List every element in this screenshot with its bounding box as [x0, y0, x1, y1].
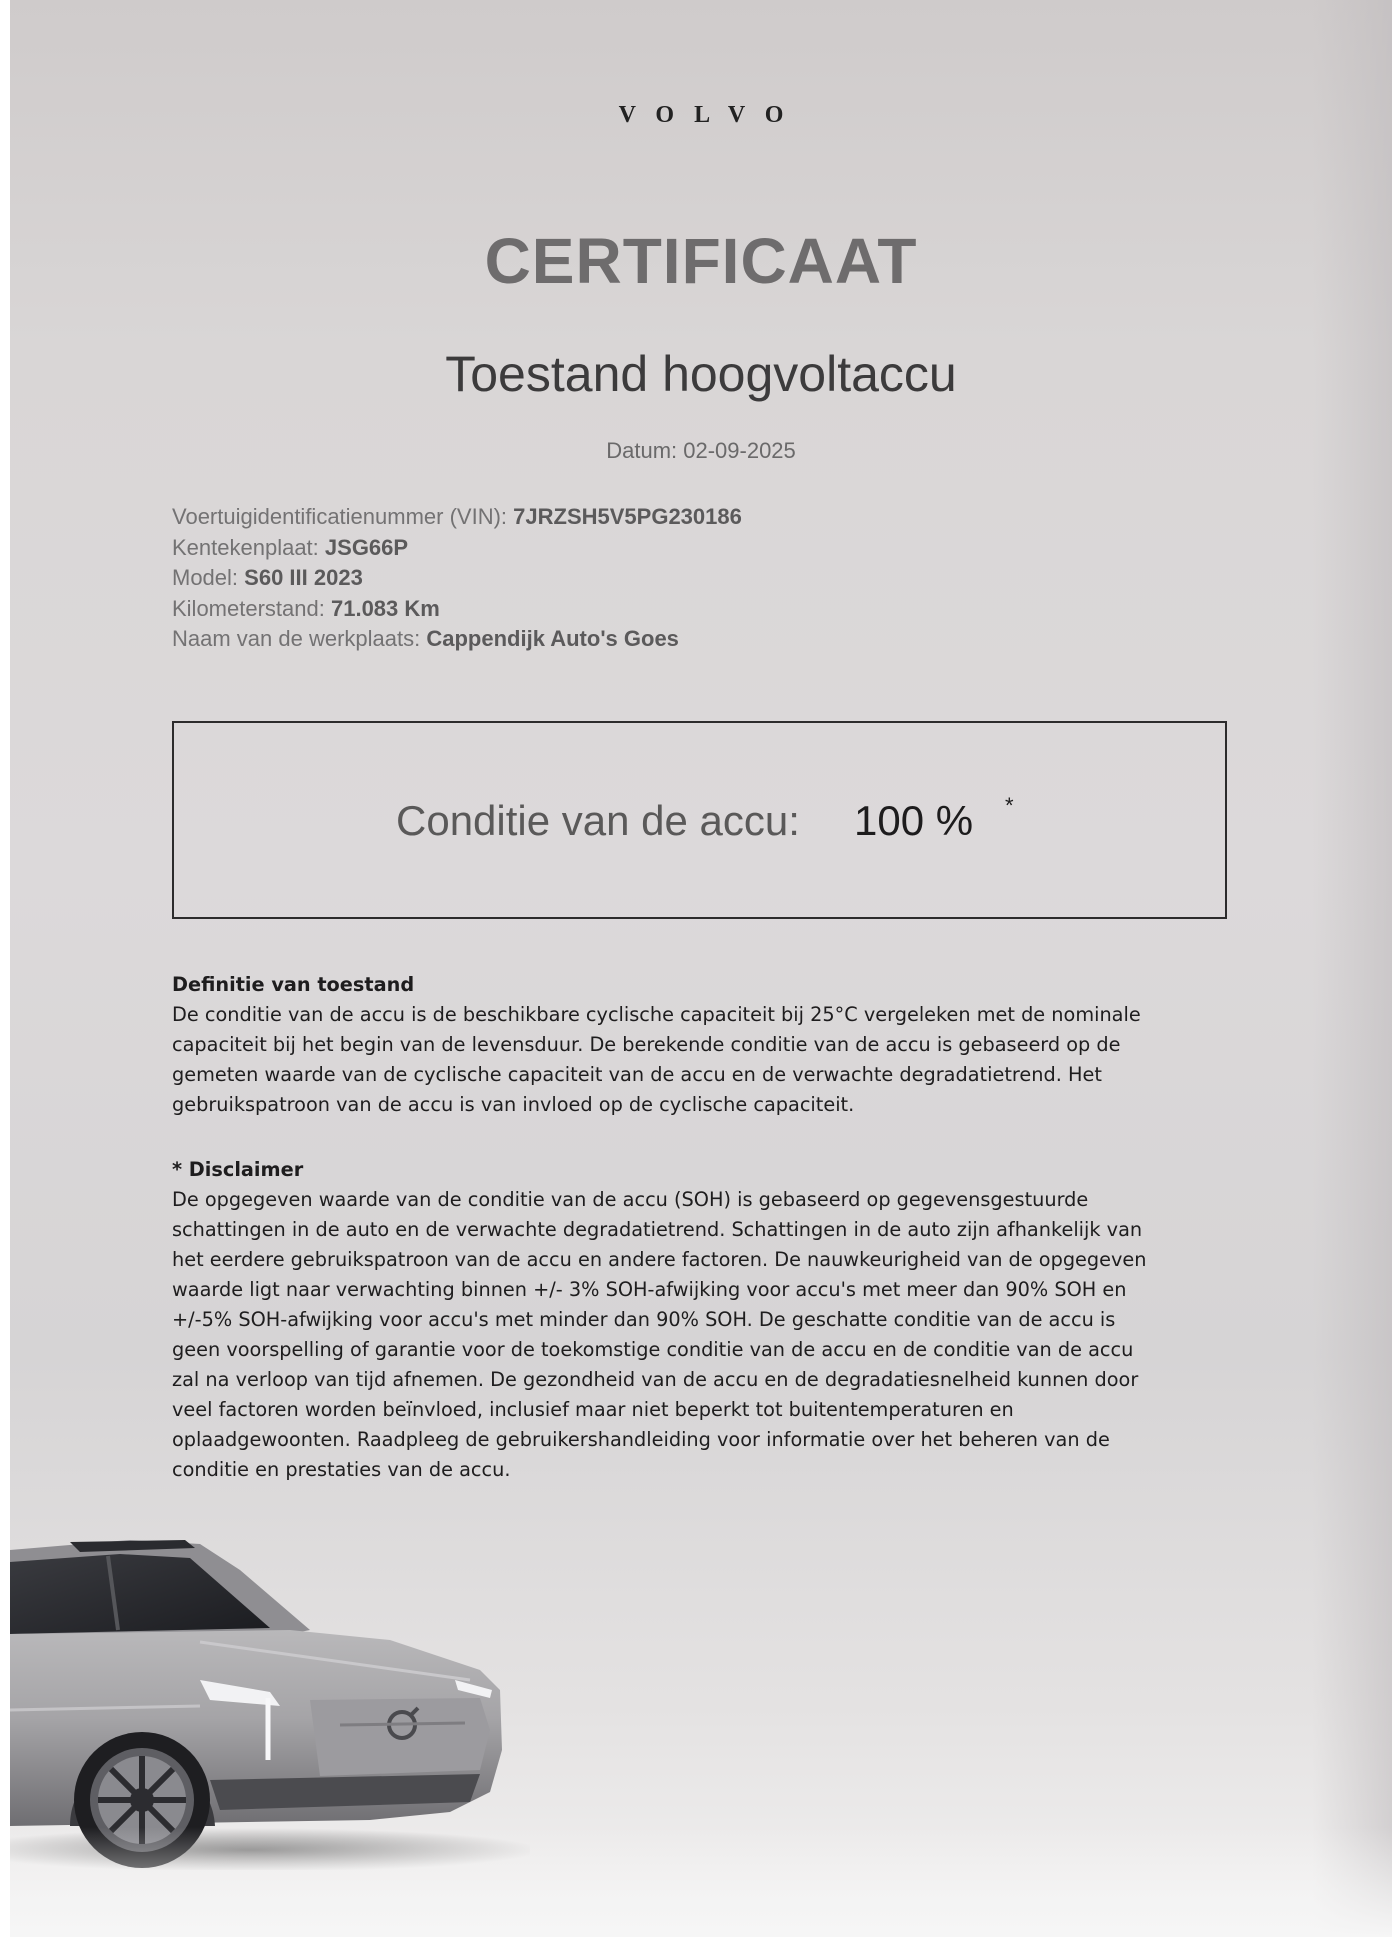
disclaimer-line: veel factoren worden beïnvloed, inclusief maar niet beperkt tot buitentemperaturen en [172, 1398, 1014, 1421]
info-row-vin [172, 502, 742, 533]
disclaimer-line: zal na verloop van tijd afnemen. De gezondheid van de accu en de degradatiesnelheid kunnen door [172, 1368, 1139, 1391]
definition-line: De conditie van de accu is de beschikbare cyclische capaciteit bij 25°C vergeleken met de nominale [172, 1003, 1141, 1026]
volvo-logo: VOLVO [618, 102, 804, 128]
certificate-date: Datum: 02-09-2025 [606, 438, 796, 463]
info-row-mileage [172, 594, 742, 625]
definition-section [172, 970, 1292, 1120]
disclaimer-line: +/-5% SOH-afwijking voor accu's met minder dan 90% SOH. De geschatte conditie van de accu is [172, 1308, 1116, 1331]
info-value: JSG66P [324, 534, 409, 560]
definition-title: Definitie van toestand [172, 973, 415, 996]
certificate-page [10, 0, 1392, 1937]
disclaimer-line: De opgegeven waarde van de conditie van de accu (SOH) is gebaseerd op gegevensgestuurde [172, 1188, 1089, 1211]
info-label: Kilometerstand: [172, 595, 325, 621]
definition-line: gebruikspatroon van de accu is van invloed op de cyclische capaciteit. [172, 1093, 855, 1116]
info-value: 7JRZSH5V5PG230186 [513, 504, 742, 529]
certificate-subtitle: Toestand hoogvoltaccu [445, 346, 957, 402]
certificate-title: CERTIFICAAT [484, 225, 918, 297]
info-value: 71.083 Km [330, 595, 440, 621]
condition-label: Conditie van de accu: [396, 797, 800, 844]
info-value: S60 III 2023 [244, 565, 363, 590]
info-row-plate [172, 533, 742, 564]
condition-disclaimer-marker: * [1005, 793, 1014, 818]
disclaimer-line: waarde ligt naar verwachting binnen +/- 3% SOH-afwijking voor accu's met meer dan 90% SOH en [172, 1278, 1127, 1301]
disclaimer-line: schattingen in de auto en de verwachte degradatietrend. Schattingen in de auto zijn afhankelijk van [172, 1218, 1143, 1241]
disclaimer-line: geen voorspelling of garantie voor de toekomstige conditie van de accu en de conditie van de accu [172, 1338, 1134, 1361]
disclaimer-title: * Disclaimer [172, 1158, 304, 1181]
definition-line: gemeten waarde van de cyclische capaciteit van de accu en de verwachte degradatietrend. Het [172, 1063, 1102, 1086]
disclaimer-line: conditie en prestaties van de accu. [172, 1458, 511, 1481]
battery-condition-box [172, 721, 1227, 919]
info-row-model [172, 563, 742, 594]
info-label: Naam van de werkplaats: [172, 626, 421, 651]
car-illustration [10, 1530, 530, 1870]
info-label: Kentekenplaat: [172, 534, 319, 560]
info-row-workshop [172, 624, 742, 655]
info-label: Voertuigidentificatienummer (VIN): [172, 504, 508, 529]
info-value: Cappendijk Auto's Goes [426, 626, 679, 651]
disclaimer-section [172, 1155, 1292, 1485]
vehicle-info [172, 502, 742, 655]
definition-line: capaciteit bij het begin van de levensduur. De berekende conditie van de accu is gebaseerd op de [172, 1033, 1121, 1056]
info-label: Model: [172, 565, 239, 590]
condition-value: 100 % [854, 797, 974, 844]
disclaimer-line: het eerdere gebruikspatroon van de accu en andere factoren. De nauwkeurigheid van de opgegeven [172, 1248, 1147, 1271]
disclaimer-line: oplaadgewoonten. Raadpleeg de gebruikershandleiding voor informatie over het beheren van de [172, 1428, 1110, 1451]
